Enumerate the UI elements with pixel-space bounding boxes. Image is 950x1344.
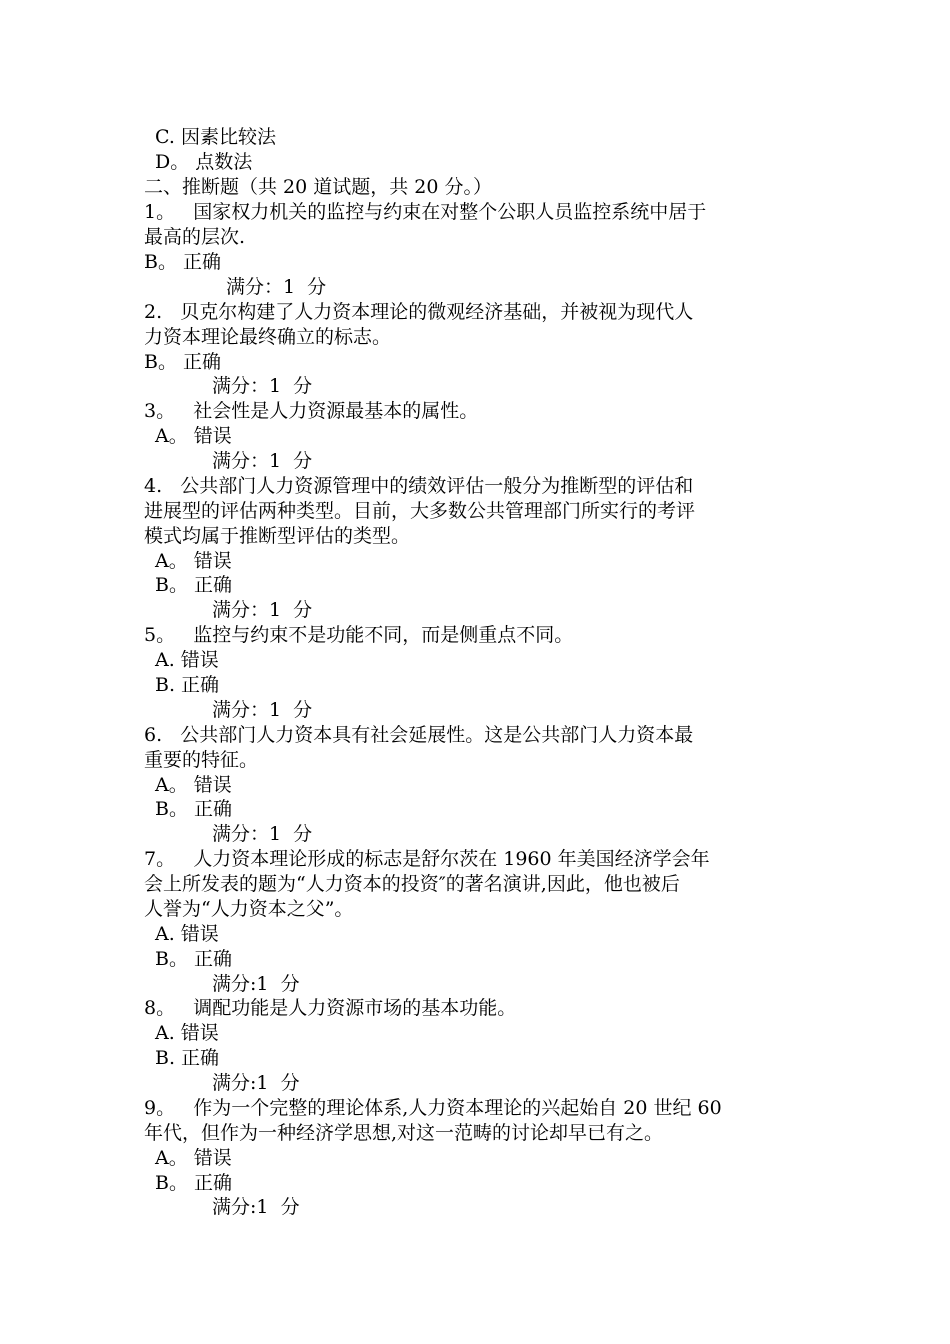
question-6-option-b: B。 正确	[155, 798, 233, 820]
question-1-option-b: B。 正确	[144, 251, 222, 273]
question-3-option-a: A。 错误	[155, 425, 232, 447]
question-5-option-b: B. 正确	[155, 674, 220, 696]
question-7-text-cont: 人誉为“人力资本之父”。	[144, 898, 354, 920]
question-2-text-cont: 力资本理论最终确立的标志。	[144, 326, 392, 348]
question-3-score: 满分：1 分	[212, 450, 313, 472]
question-3-text: 3。 社会性是人力资源最基本的属性。	[144, 400, 479, 422]
question-7-option-b: B。 正确	[155, 948, 233, 970]
question-4-option-a: A。 错误	[155, 550, 232, 572]
question-2-score: 满分：1 分	[212, 375, 313, 397]
question-6-text-cont: 重要的特征。	[144, 749, 259, 771]
option-c: C. 因素比较法	[155, 126, 276, 148]
question-6-option-a: A。 错误	[155, 774, 232, 796]
question-4-score: 满分：1 分	[212, 599, 313, 621]
question-2-text: 2. 贝克尔构建了人力资本理论的微观经济基础，并被视为现代人	[144, 301, 694, 323]
question-6-text: 6. 公共部门人力资本具有社会延展性。这是公共部门人力资本最	[144, 724, 694, 746]
question-9-option-a: A。 错误	[155, 1147, 232, 1169]
question-9-option-b: B。 正确	[155, 1172, 233, 1194]
question-5-score: 满分：1 分	[212, 699, 313, 721]
question-7-text: 7。 人力资本理论形成的标志是舒尔茨在 1960 年美国经济学会年	[144, 848, 710, 870]
question-4-option-b: B。 正确	[155, 574, 233, 596]
question-6-score: 满分：1 分	[212, 823, 313, 845]
question-8-option-a: A. 错误	[155, 1022, 219, 1044]
question-1-score: 满分：1 分	[226, 276, 327, 298]
question-9-text: 9。 作为一个完整的理论体系,人力资本理论的兴起始自 20 世纪 60	[144, 1097, 722, 1119]
question-2-option-b: B。 正确	[144, 351, 222, 373]
section-heading: 二、推断题（共 20 道试题，共 20 分。）	[144, 176, 493, 198]
question-7-option-a: A. 错误	[155, 923, 219, 945]
question-1-text: 1。 国家权力机关的监控与约束在对整个公职人员监控系统中居于	[144, 201, 707, 223]
question-4-text-cont: 进展型的评估两种类型。目前，大多数公共管理部门所实行的考评	[144, 500, 696, 522]
question-7-text-cont: 会上所发表的题为“人力资本的投资″的著名演讲,因此，他也被后	[144, 873, 680, 895]
question-9-text-cont: 年代，但作为一种经济学思想,对这一范畴的讨论却早已有之。	[144, 1122, 664, 1144]
question-1-text-cont: 最高的层次.	[144, 226, 246, 248]
option-d: D。 点数法	[155, 151, 253, 173]
question-8-text: 8。 调配功能是人力资源市场的基本功能。	[144, 997, 517, 1019]
question-5-option-a: A. 错误	[155, 649, 219, 671]
question-9-score: 满分:1 分	[212, 1196, 300, 1218]
question-8-score: 满分:1 分	[212, 1072, 300, 1094]
question-4-text-cont: 模式均属于推断型评估的类型。	[144, 525, 411, 547]
question-8-option-b: B. 正确	[155, 1047, 220, 1069]
question-4-text: 4. 公共部门人力资源管理中的绩效评估一般分为推断型的评估和	[144, 475, 694, 497]
question-7-score: 满分:1 分	[212, 973, 300, 995]
question-5-text: 5。 监控与约束不是功能不同，而是侧重点不同。	[144, 624, 574, 646]
